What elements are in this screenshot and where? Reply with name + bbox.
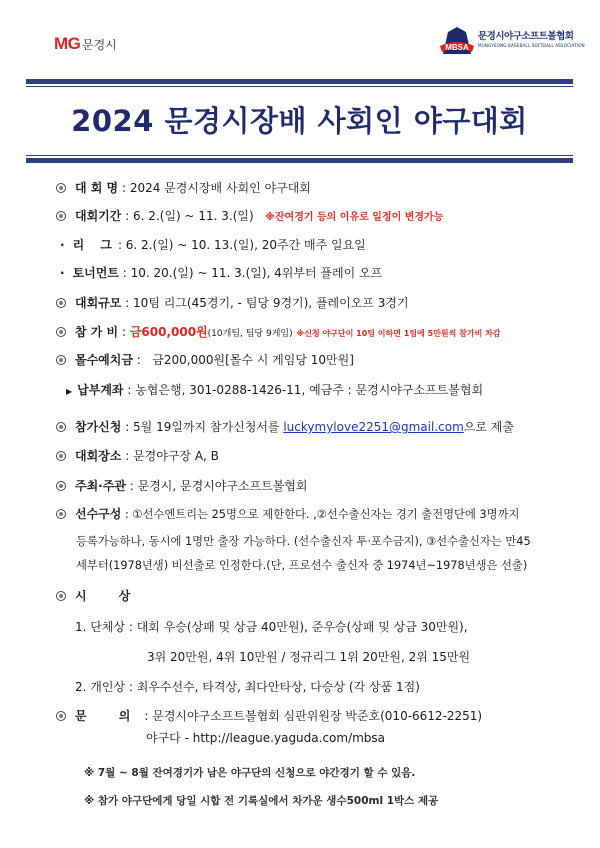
bullet-icon bbox=[56, 711, 66, 721]
label-contact: 문 의 bbox=[75, 709, 145, 723]
value-tournament: 10. 20.(일) ~ 11. 3.(일), 4위부터 플레이 오프 bbox=[130, 266, 383, 280]
label-deposit: 몰수예치금 bbox=[75, 353, 133, 367]
row-name: 대 회 명 : 2024 문경시장배 사회인 야구대회 bbox=[56, 181, 311, 195]
label-tournament: 토너먼트 bbox=[72, 266, 119, 280]
row-account: ▶ 납부계좌 : 농협은행, 301-0288-1426-11, 예금주 : 문경시야구소프트볼협회 bbox=[66, 383, 484, 397]
value-host: 문경시, 문경시야구소프트볼협회 bbox=[137, 479, 308, 493]
label-roster: 선수구성 bbox=[75, 507, 122, 521]
bullet-icon bbox=[56, 451, 66, 461]
value-venue: 문경야구장 A, B bbox=[133, 449, 219, 463]
note-water: ※ 참가 야구단에게 당일 시합 전 기록실에서 차가운 생수500ml 1박스 제공 bbox=[84, 795, 439, 807]
row-contact: 문 의: 문경시야구소프트볼협회 심판위원장 박준호(010-6612-2251) bbox=[56, 709, 482, 723]
dot-icon: · bbox=[60, 266, 65, 280]
dot-icon: · bbox=[60, 238, 65, 252]
bullet-icon bbox=[56, 509, 66, 519]
row-fee: 참 가 비 : 금600,000원(10개팀, 팀당 9게임) ※신청 야구단이 10팀 이하면 1팀에 5만원씩 참가비 차감 bbox=[56, 325, 501, 341]
value-account: 농협은행, 301-0288-1426-11, 예금주 : 문경시야구소프트볼협회 bbox=[135, 383, 484, 397]
bullet-icon bbox=[56, 355, 66, 365]
triangle-icon: ▶ bbox=[66, 387, 73, 396]
roster-line2: 등록가능하나, 동시에 1명만 출장 가능하다. (선수출신자 투·포수금지), ③선수출신자는 만45 bbox=[76, 535, 531, 548]
roster-line1: ①선수엔트리는 25명으로 제한한다. ,②선수출신자는 경기 출전명단에 3명까지 bbox=[132, 508, 520, 521]
bullet-icon bbox=[56, 211, 66, 221]
roster-line3: 세부터(1978년생) 비선출로 인정한다.(단, 프로선수 출신자 중 1974년~1978년생은 선출) bbox=[76, 559, 528, 572]
label-account: 납부계좌 bbox=[77, 383, 124, 397]
label-period: 대회기간 bbox=[75, 209, 122, 223]
title-banner bbox=[26, 79, 573, 163]
note-night-game: ※ 7월 ~ 8월 잔여경기가 남은 야구단의 신청으로 야간경기 할 수 있음. bbox=[84, 767, 416, 779]
label-apply: 참가신청 bbox=[75, 420, 122, 434]
value-deposit: 금200,000원[몰수 시 게임당 10만원] bbox=[152, 353, 354, 367]
value-name: 2024 문경시장배 사회인 야구대회 bbox=[129, 181, 311, 195]
association-logo bbox=[438, 22, 585, 62]
label-host: 주최·주관 bbox=[75, 479, 126, 493]
email-link[interactable]: luckymylove2251@gmail.com bbox=[283, 420, 464, 434]
bullet-icon bbox=[56, 183, 66, 193]
bullet-icon bbox=[56, 327, 66, 337]
awards-team-line2: 3위 20만원, 4위 10만원 / 정규리그 1위 20만원, 2위 15만원 bbox=[147, 650, 471, 664]
page-title: 2024 문경시장배 사회인 야구대회 bbox=[71, 104, 528, 138]
label-scale: 대회규모 bbox=[75, 296, 122, 310]
association-english-name: MUNGYEONG BASEBALL SOFTBALL ASSOCIATION bbox=[478, 43, 585, 48]
row-league: · 리 그: 6. 2.(일) ~ 10. 13.(일), 20주간 매주 일요일 bbox=[60, 238, 366, 252]
bullet-icon bbox=[56, 298, 66, 308]
association-emblem-icon bbox=[438, 24, 476, 60]
association-name: 문경시야구소프트볼협회 bbox=[478, 31, 574, 42]
value-period: 6. 2.(일) ~ 11. 3.(일) bbox=[133, 209, 254, 223]
bullet-icon bbox=[56, 422, 66, 432]
label-awards: 시 상 bbox=[75, 589, 145, 603]
row-scale: 대회규모 : 10팀 리그(45경기, - 팀당 9경기), 플레이오프 3경기 bbox=[56, 296, 409, 310]
contact-line1: 문경시야구소프트볼협회 심판위원장 박준호(010-6612-2251) bbox=[152, 709, 483, 723]
fee-detail: (10개팀, 팀당 9게임) bbox=[207, 329, 293, 339]
label-fee: 참 가 비 bbox=[75, 325, 119, 339]
row-apply: 참가신청 : 5월 19일까지 참가신청서를 luckymylove2251@gmail.com으로 제출 bbox=[56, 420, 514, 434]
value-fee: 금600,000원 bbox=[129, 325, 208, 339]
period-note: ※잔여경기 등의 이유로 일정이 변경가능 bbox=[265, 212, 444, 223]
value-league: 6. 2.(일) ~ 10. 13.(일), 20주간 매주 일요일 bbox=[125, 238, 366, 252]
row-tournament: · 토너먼트 : 10. 20.(일) ~ 11. 3.(일), 4위부터 플레이 오프 bbox=[60, 266, 383, 280]
row-period: 대회기간 : 6. 2.(일) ~ 11. 3.(일) ※잔여경기 등의 이유로 일정이 변경가능 bbox=[56, 209, 443, 225]
assoc-badge-text: MBSA bbox=[445, 43, 469, 52]
city-name: 문경시 bbox=[82, 38, 117, 52]
label-league: 리 그 bbox=[72, 238, 118, 252]
bullet-icon bbox=[56, 591, 66, 601]
value-scale: 10팀 리그(45경기, - 팀당 9경기), 플레이오프 3경기 bbox=[133, 296, 409, 310]
row-awards bbox=[56, 589, 144, 603]
fee-note: ※신청 야구단이 10팀 이하면 1팀에 5만원씩 참가비 차감 bbox=[296, 329, 501, 338]
label-venue: 대회장소 bbox=[75, 449, 122, 463]
apply-suffix: 으로 제출 bbox=[463, 420, 514, 434]
row-deposit: 몰수예치금 : 금200,000원[몰수 시 게임당 10만원] bbox=[56, 353, 354, 367]
row-host: 주최·주관 : 문경시, 문경시야구소프트볼협회 bbox=[56, 479, 308, 493]
awards-individual: 2. 개인상 : 최우수선수, 타격상, 최다안타상, 다승상 (각 상품 1점) bbox=[75, 680, 420, 694]
value-apply: 5월 19일까지 참가신청서를 bbox=[133, 420, 280, 434]
awards-team-line1: 1. 단체상 : 대회 우승(상패 및 상금 40만원), 준우승(상패 및 상금 30만원), bbox=[75, 620, 468, 634]
mg-logo: MG bbox=[54, 34, 81, 53]
row-roster: 선수구성 : ①선수엔트리는 25명으로 제한한다. ,②선수출신자는 경기 출전명단에 3명까지 bbox=[56, 507, 519, 522]
row-venue: 대회장소 : 문경야구장 A, B bbox=[56, 449, 219, 463]
contact-line2[interactable]: 야구다 - http://league.yaguda.com/mbsa bbox=[146, 731, 386, 745]
label-name: 대 회 명 bbox=[75, 181, 119, 195]
bullet-icon bbox=[56, 481, 66, 491]
